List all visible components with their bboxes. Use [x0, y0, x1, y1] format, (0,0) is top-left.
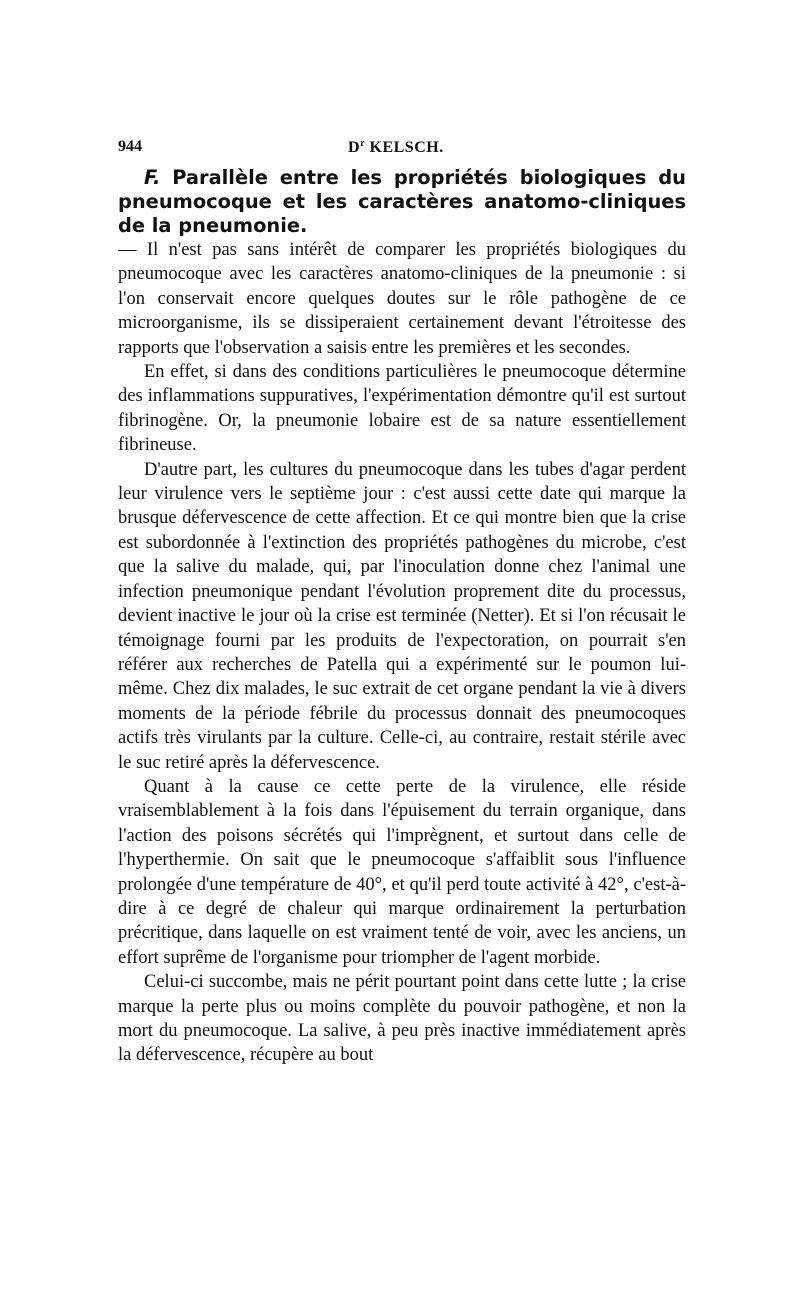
author-prefix-superscript: r: [360, 138, 366, 149]
running-header: [118, 138, 686, 160]
section-heading: [118, 166, 686, 238]
author-prefix: D: [348, 139, 361, 156]
paragraph-cultures: D'autre part, les cultures du pneumocoque dans les tubes d'agar perdent leur virulence vers le septième jour : c'est aussi cette date qui marque la brusque défervescence de cette affection. Et ce qui montre bien que la crise est subordonnée à l'extinction des propriétés pathogènes du microbe, c'est que la salive du malade, qui, par l'inoculation donne chez l'animal une infection pneumonique pendant l'évolution proprement dite du processus, devient inactive le jour où la crise est terminée (Netter). Et si l'on récusait le témoignage fourni par les produits de l'expectoration, on pourrait s'en référer aux recherches de Patella qui a expérimenté sur le poumon lui-même. Chez dix malades, le suc extrait de cet organe pendant la vie à divers moments de la période fébrile du processus donnait des pneumocoques actifs très virulants par la culture. Celle-ci, au contraire, restait stérile avec le suc retiré après la défervescence.: [118, 459, 686, 773]
book-page: [118, 138, 686, 1068]
paragraph-fibrinogen: En effet, si dans des conditions particulières le pneumocoque détermine des inflammations suppuratives, l'expérimentation démontre qu'il est surtout fibrinogène. Or, la pneumonie lobaire est de sa nature essentiellement fibrineuse.: [118, 362, 686, 456]
running-header-author: [348, 138, 444, 157]
section-title: Parallèle entre les propriétés biologiques du pneumocoque et les caractères anatomo-cliniques de la pneumonie.: [118, 166, 686, 237]
paragraph-intro: — Il n'est pas sans intérêt de comparer les propriétés biologiques du pneumocoque avec les caractères anatomo-cliniques de la pneumonie : si l'on conservait encore quelques doutes sur le rôle pathogène de ce microorganisme, ils se dissiperaient certainement devant l'étroitesse des rapports que l'observation a saisis entre les premières et les secondes.: [118, 240, 686, 358]
paragraph-virulence-cause: Quant à la cause ce cette perte de la virulence, elle réside vraisemblablement à la fois dans l'épuisement du terrain organique, dans l'action des poisons sécrétés qui l'imprègnent, et surtout dans celle de l'hyperthermie. On sait que le pneumocoque s'affaiblit sous l'influence prolongée d'une température de 40°, et qu'il perd toute activité à 42°, c'est-à-dire à ce degré de chaleur qui marque ordinairement la perturbation précritique, dans laquelle on est vraiment tenté de voir, avec les anciens, un effort suprême de l'organisme pour triompher de l'agent morbide.: [118, 776, 686, 968]
author-name: KELSCH.: [369, 139, 444, 156]
section-letter: F.: [144, 166, 161, 189]
paragraph-crisis: Celui-ci succombe, mais ne périt pourtant point dans cette lutte ; la crise marque la perte plus ou moins complète du pouvoir pathogène, et non la mort du pneumocoque. La salive, à peu près inactive immédiatement après la défervescence, récupère au bout: [118, 972, 686, 1066]
page-number: 944: [118, 138, 142, 155]
